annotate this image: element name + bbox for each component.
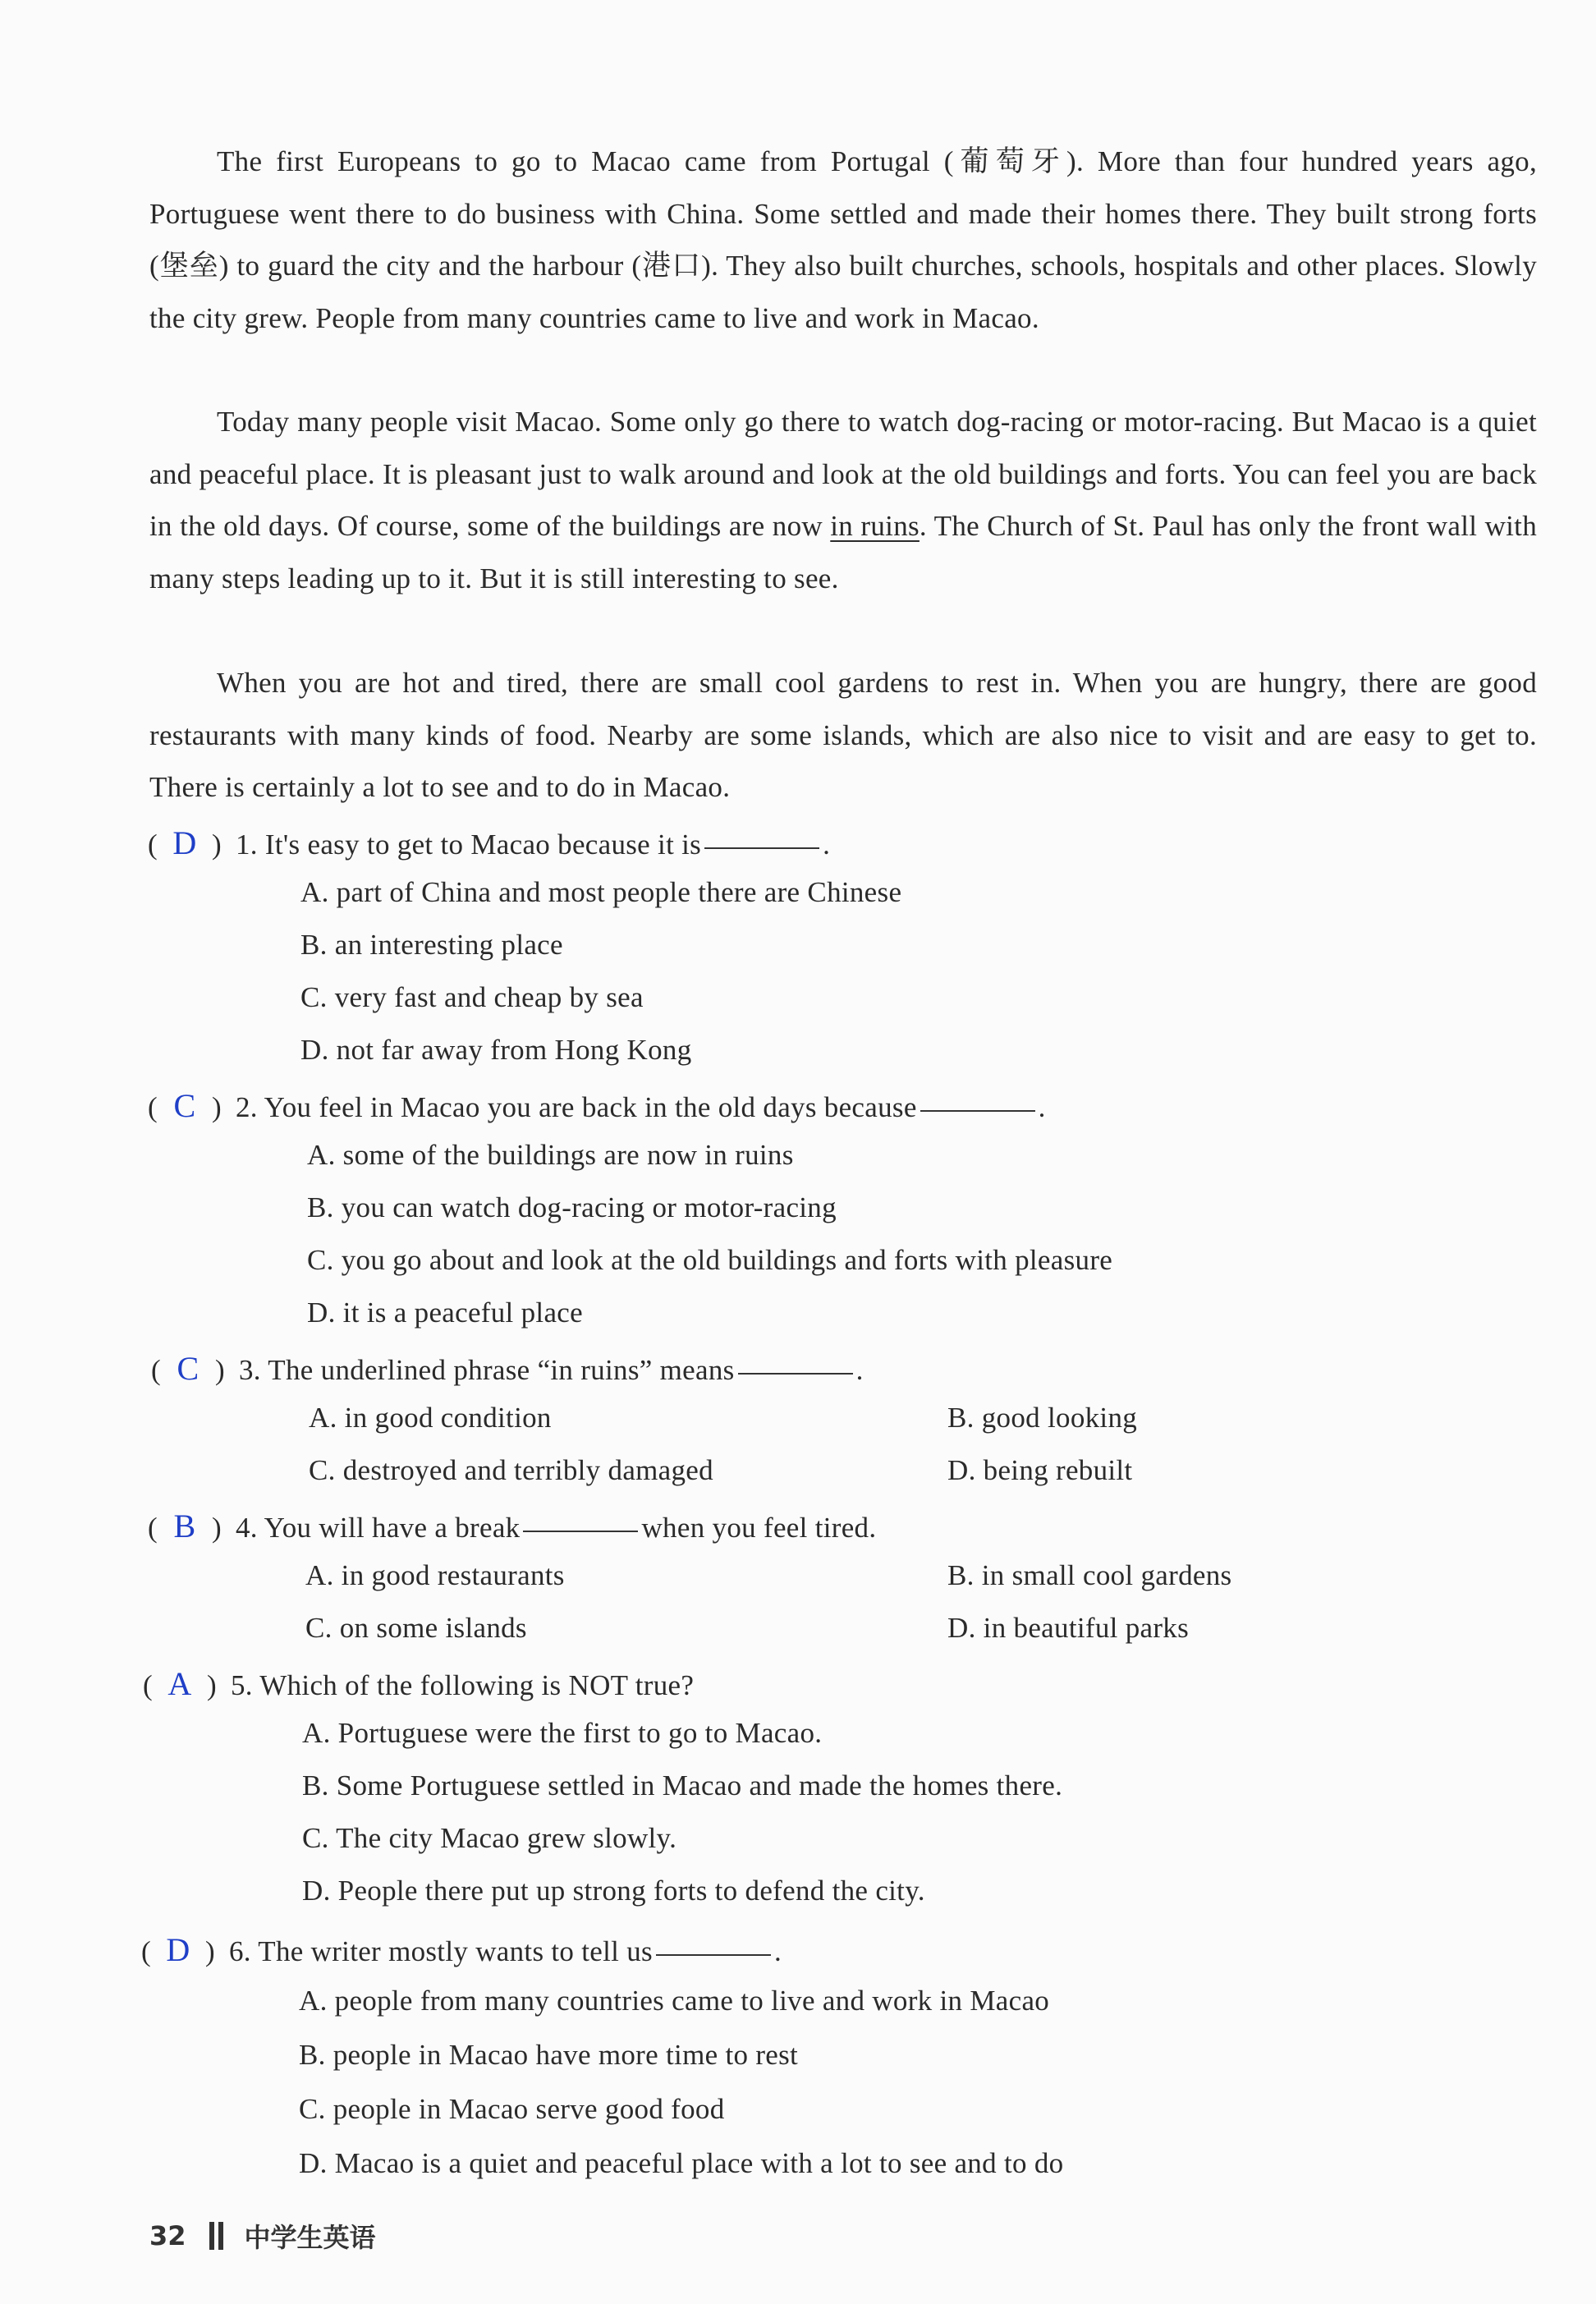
- passage-paragraph-2: Today many people visit Macao. Some only go there to watch dog-racing or motor-racing. But Macao is a quiet and peaceful place. It is pleasant just to walk around and look at the old buildings and forts. You can feel you are back in the old days. Of course, some of the buildings are now in ruins. The Church of St. Paul has only the front wall with many steps leading up to it. But it is still interesting to see.: [149, 406, 1537, 594]
- question-stem: Which of the following is NOT true?: [259, 1669, 695, 1701]
- option-d: D. People there put up strong forts to defend the city.: [302, 1875, 925, 1907]
- answer-blank: [704, 847, 819, 849]
- answer-mark: C: [177, 1350, 200, 1387]
- option-b: B. good looking: [947, 1402, 1138, 1434]
- option-c: C. very fast and cheap by sea: [300, 981, 644, 1013]
- question-number: 1.: [236, 828, 258, 861]
- option-a: A. Portuguese were the first to go to Macao.: [302, 1717, 823, 1749]
- option-d: D. Macao is a quiet and peaceful place with a lot to see and to do: [299, 2147, 1064, 2179]
- passage-paragraph-1: The first Europeans to go to Macao came from Portugal (葡萄牙). More than four hundred years ago, Portuguese went there to do business with China. Some settled and made their homes there. They built strong forts (堡垒) to guard the city and the harbour (港口). They also built churches, schools, hospitals and other places. Slowly the city grew. People from many countries came to live and work in Macao.: [149, 145, 1537, 334]
- question-4: ( B ) 4. You will have a break when you feel tired.: [148, 1508, 877, 1544]
- question-stem: It's easy to get to Macao because it is: [264, 828, 702, 861]
- question-stem: The writer mostly wants to tell us: [258, 1935, 653, 1967]
- question-number: 2.: [236, 1091, 258, 1123]
- answer-blank: [920, 1110, 1035, 1112]
- answer-mark: D: [172, 824, 197, 861]
- option-b: B. you can watch dog-racing or motor-racing: [307, 1191, 837, 1223]
- option-c: C. The city Macao grew slowly.: [302, 1822, 677, 1854]
- question-5: ( A ) 5. Which of the following is NOT true?: [143, 1665, 695, 1702]
- page-number: 32: [149, 2220, 186, 2251]
- option-c: C. destroyed and terribly damaged: [309, 1454, 713, 1486]
- answer-mark: A: [167, 1665, 192, 1702]
- underlined-phrase: in ruins: [830, 510, 920, 542]
- option-a: A. some of the buildings are now in ruins: [307, 1139, 794, 1171]
- passage-paragraph-3: When you are hot and tired, there are small cool gardens to rest in. When you are hungry, there are good restaurants with many kinds of food. Nearby are some islands, which are also nice to visit and are easy to get to. There is certainly a lot to see and to do in Macao.: [149, 667, 1537, 803]
- option-b: B. in small cool gardens: [947, 1559, 1232, 1591]
- answer-blank: [738, 1373, 853, 1375]
- answer-mark: C: [173, 1087, 196, 1124]
- question-6: ( D ) 6. The writer mostly wants to tell us .: [141, 1931, 782, 1968]
- question-stem: You feel in Macao you are back in the old days because: [264, 1091, 917, 1123]
- question-3: ( C ) 3. The underlined phrase “in ruins” means .: [151, 1350, 864, 1387]
- question-1: ( D ) 1. It's easy to get to Macao because it is .: [148, 824, 831, 861]
- answer-mark: D: [166, 1931, 190, 1968]
- option-d: D. being rebuilt: [947, 1454, 1133, 1486]
- answer-blank: [656, 1954, 771, 1956]
- option-d: D. not far away from Hong Kong: [300, 1034, 692, 1066]
- question-number: 3.: [239, 1354, 261, 1386]
- divider-bars-icon: [209, 2222, 223, 2250]
- answer-blank: [523, 1531, 638, 1532]
- question-number: 4.: [236, 1512, 258, 1544]
- page-footer: [149, 2217, 376, 2255]
- option-c: C. you go about and look at the old buildings and forts with pleasure: [307, 1244, 1113, 1276]
- option-a: A. part of China and most people there are Chinese: [300, 876, 902, 908]
- book-title: 中学生英语: [244, 2222, 376, 2253]
- question-number: 6.: [229, 1935, 251, 1967]
- option-d: D. it is a peaceful place: [307, 1297, 583, 1329]
- question-stem: You will have a break: [264, 1512, 521, 1544]
- option-a: A. in good restaurants: [305, 1559, 565, 1591]
- option-a: A. in good condition: [309, 1402, 552, 1434]
- option-b: B. people in Macao have more time to rest: [299, 2039, 799, 2071]
- option-c: C. people in Macao serve good food: [299, 2093, 725, 2125]
- option-d: D. in beautiful parks: [947, 1612, 1190, 1644]
- question-number: 5.: [231, 1669, 253, 1701]
- question-2: ( C ) 2. You feel in Macao you are back in the old days because .: [148, 1087, 1046, 1124]
- option-b: B. an interesting place: [300, 929, 563, 961]
- answer-mark: B: [173, 1508, 196, 1544]
- option-a: A. people from many countries came to live and work in Macao: [299, 1985, 1050, 2017]
- option-c: C. on some islands: [305, 1612, 527, 1644]
- question-stem: The underlined phrase “in ruins” means: [268, 1354, 735, 1386]
- option-b: B. Some Portuguese settled in Macao and made the homes there.: [302, 1769, 1063, 1801]
